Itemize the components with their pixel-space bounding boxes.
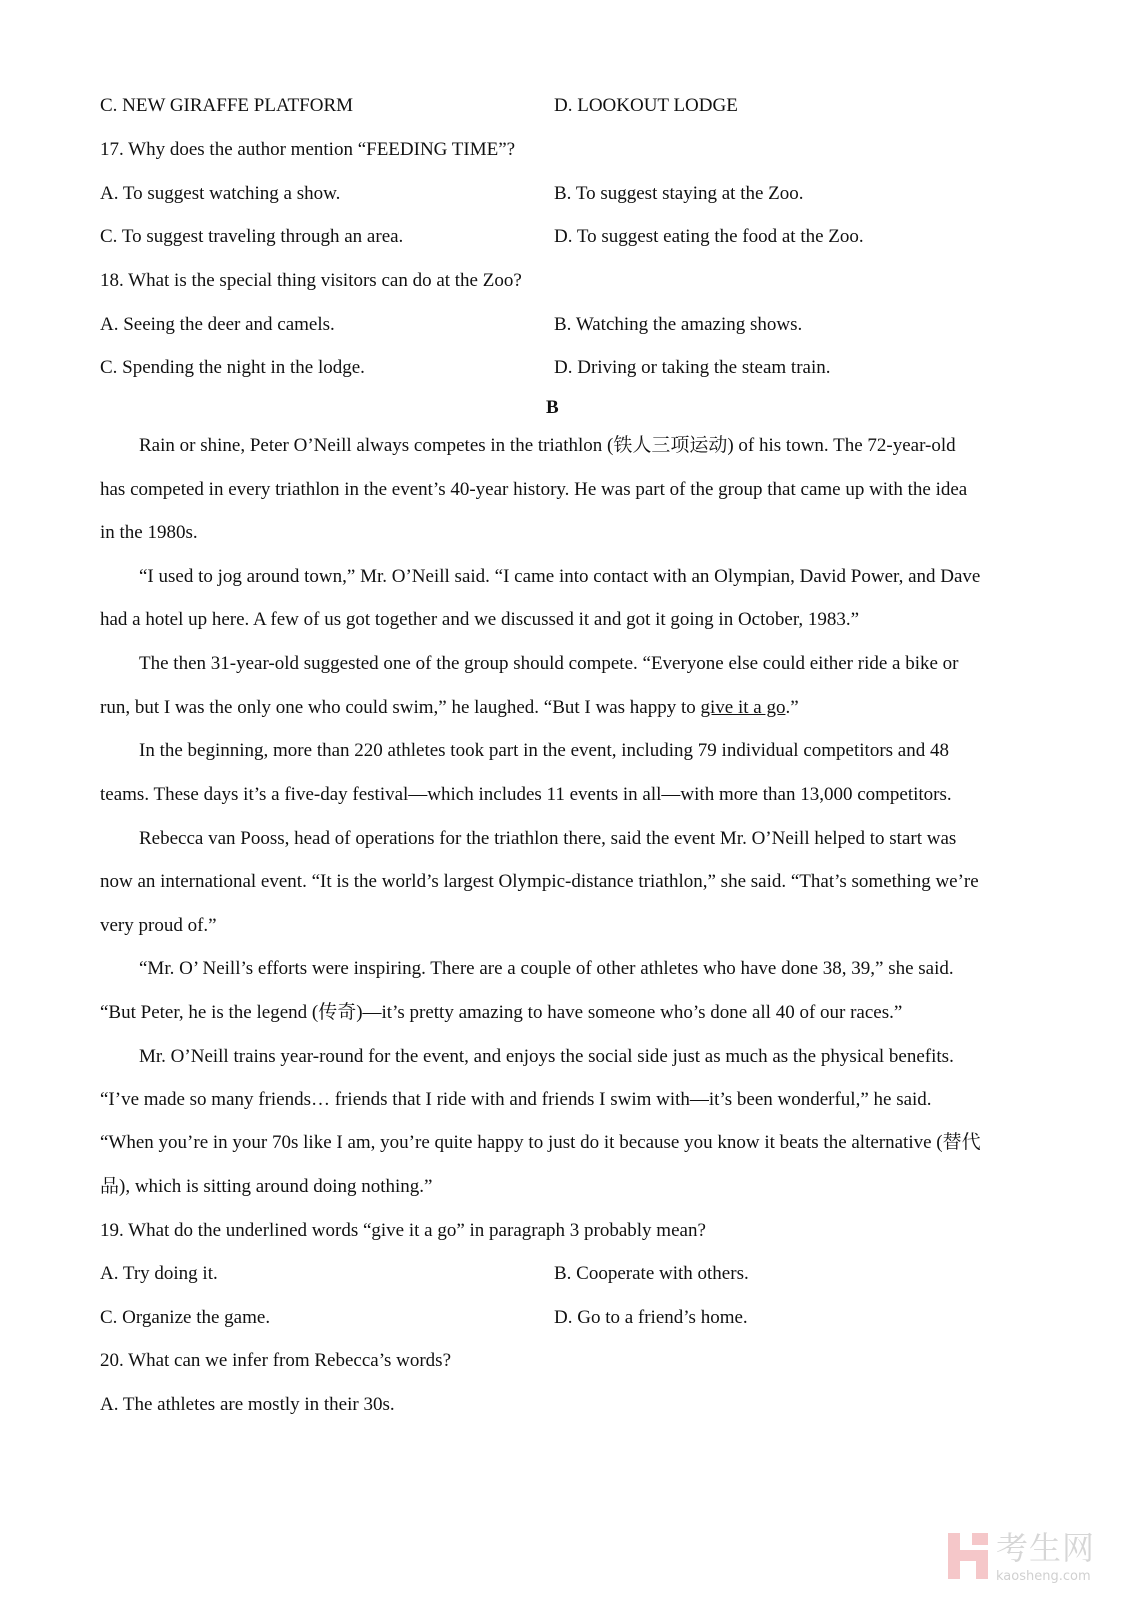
passage-line: “When you’re in your 70s like I am, you’re quite happy to just do it because you know it beats the alternative (替代 — [100, 1132, 981, 1153]
section-title: B — [546, 397, 559, 418]
passage-line: in the 1980s. — [100, 522, 198, 543]
q20-stem: 20. What can we infer from Rebecca’s words? — [100, 1350, 452, 1371]
q17-option-a: A. To suggest watching a show. — [100, 183, 341, 204]
q19-option-b: B. Cooperate with others. — [554, 1263, 749, 1284]
watermark-logo-icon — [948, 1533, 988, 1579]
q16-option-c: C. NEW GIRAFFE PLATFORM — [100, 95, 354, 116]
text: .” — [785, 697, 799, 718]
q19-option-c: C. Organize the game. — [100, 1307, 271, 1328]
passage-line: “But Peter, he is the legend (传奇)—it’s pretty amazing to have someone who’s done all 40 of our races.” — [100, 1002, 903, 1023]
passage-line — [100, 697, 799, 719]
watermark-url: kaosheng.com — [996, 1569, 1091, 1584]
q19-option-d: D. Go to a friend’s home. — [554, 1307, 748, 1328]
q19-option-a: A. Try doing it. — [100, 1263, 218, 1284]
q18-option-b: B. Watching the amazing shows. — [554, 314, 803, 335]
passage-line: Mr. O’Neill trains year-round for the event, and enjoys the social side just as much as the physical benefits. — [139, 1046, 954, 1067]
text: run, but I was the only one who could swim,” he laughed. “But I was happy to — [100, 697, 701, 718]
passage-line: had a hotel up here. A few of us got together and we discussed it and got it going in October, 1983.” — [100, 609, 860, 630]
watermark — [948, 1529, 1108, 1593]
q20-option-a: A. The athletes are mostly in their 30s. — [100, 1394, 395, 1415]
passage-line: Rebecca van Pooss, head of operations for the triathlon there, said the event Mr. O’Neill helped to start was — [139, 828, 957, 849]
q17-option-d: D. To suggest eating the food at the Zoo. — [554, 226, 864, 247]
q18-option-a: A. Seeing the deer and camels. — [100, 314, 335, 335]
passage-line: has competed in every triathlon in the event’s 40-year history. He was part of the group that came up with the idea — [100, 479, 968, 500]
q16-option-d: D. LOOKOUT LODGE — [554, 95, 738, 116]
passage-line: “I used to jog around town,” Mr. O’Neill said. “I came into contact with an Olympian, David Power, and Dave — [139, 566, 981, 587]
passage-line: “I’ve made so many friends… friends that I ride with and friends I swim with—it’s been wonderful,” he said. — [100, 1089, 932, 1110]
passage-line: In the beginning, more than 220 athletes took part in the event, including 79 individual competitors and 48 — [139, 740, 949, 761]
q17-option-c: C. To suggest traveling through an area. — [100, 226, 404, 247]
q19-stem: 19. What do the underlined words “give it a go” in paragraph 3 probably mean? — [100, 1220, 706, 1241]
q18-stem: 18. What is the special thing visitors can do at the Zoo? — [100, 270, 522, 291]
q17-option-b: B. To suggest staying at the Zoo. — [554, 183, 804, 204]
q18-option-c: C. Spending the night in the lodge. — [100, 357, 365, 378]
passage-line: Rain or shine, Peter O’Neill always competes in the triathlon (铁人三项运动) of his town. The 72-year-old — [139, 435, 956, 456]
passage-line: “Mr. O’ Neill’s efforts were inspiring. There are a couple of other athletes who have done 38, 39,” she said. — [139, 958, 954, 979]
q18-option-d: D. Driving or taking the steam train. — [554, 357, 831, 378]
underlined-phrase: give it a go — [700, 697, 786, 718]
passage-line: very proud of.” — [100, 915, 217, 936]
q17-stem: 17. Why does the author mention “FEEDING TIME”? — [100, 139, 516, 160]
passage-line: 品), which is sitting around doing nothing.” — [100, 1176, 433, 1197]
passage-line: teams. These days it’s a five-day festival—which includes 11 events in all—with more than 13,000 competitors. — [100, 784, 952, 805]
passage-line: now an international event. “It is the world’s largest Olympic-distance triathlon,” she said. “That’s something we’re — [100, 871, 979, 892]
passage-line: The then 31-year-old suggested one of the group should compete. “Everyone else could either ride a bike or — [139, 653, 959, 674]
watermark-text: 考生网 — [996, 1529, 1096, 1567]
